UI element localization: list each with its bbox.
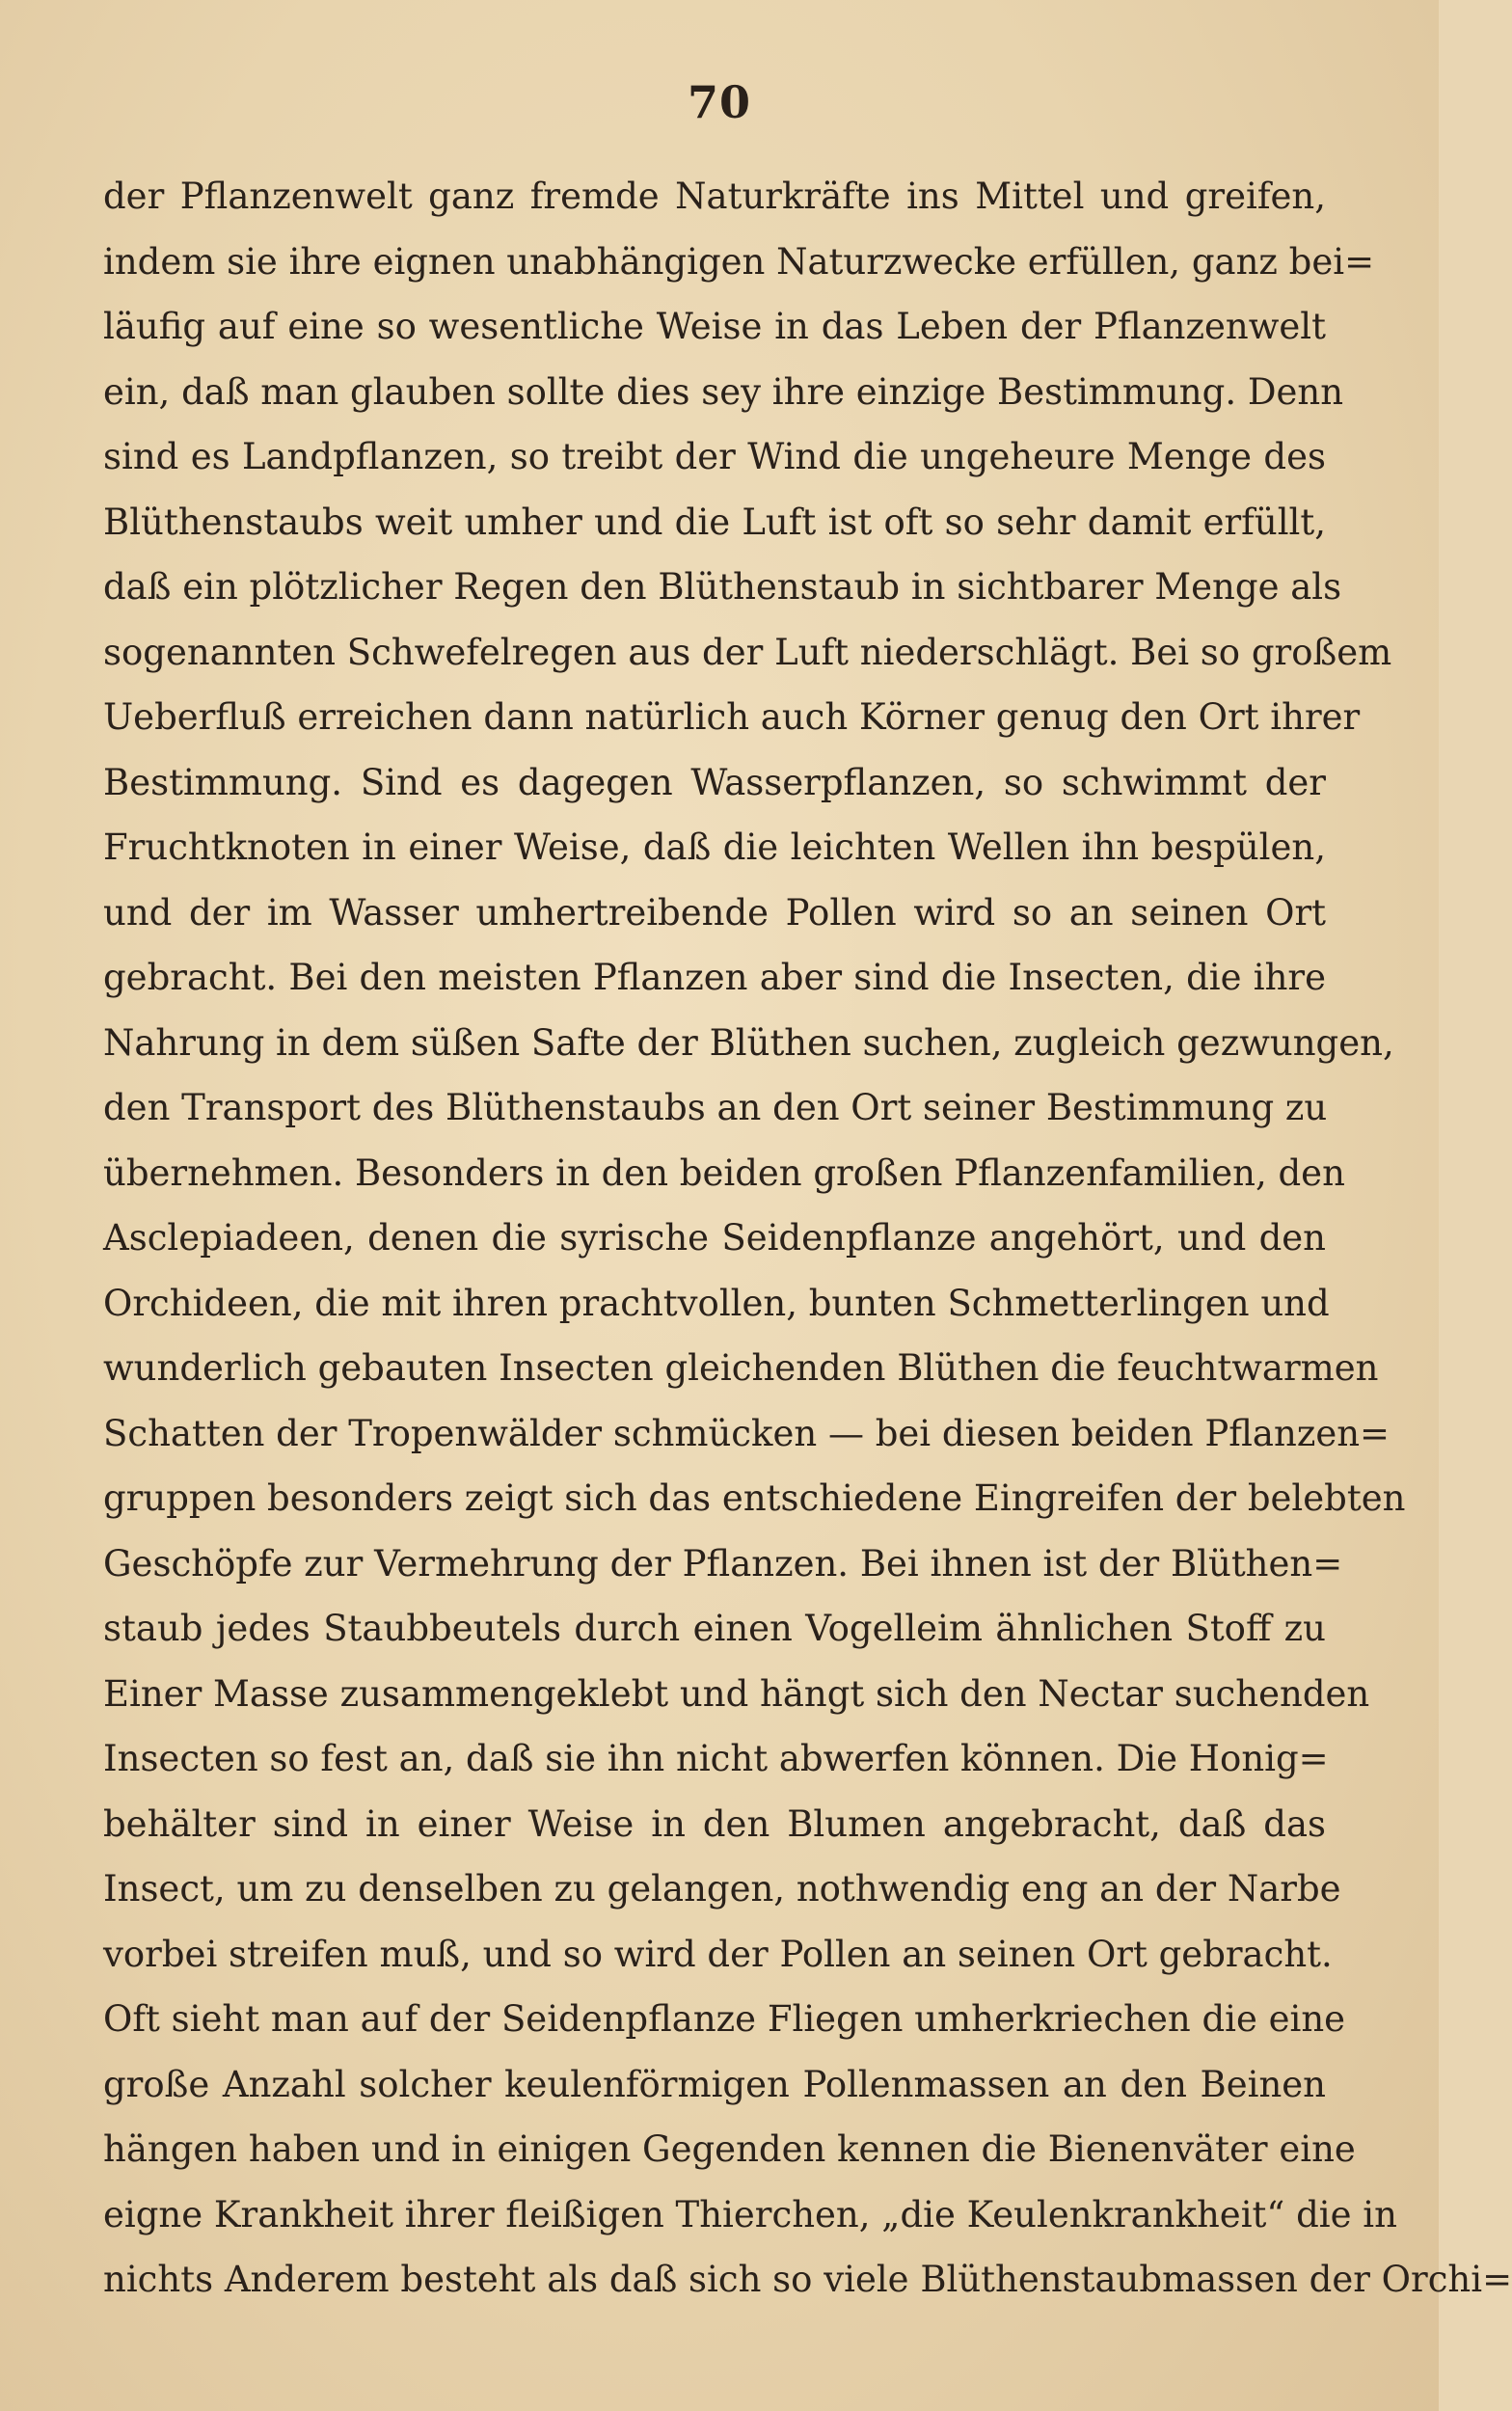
text-line: sogenannten Schwefelregen aus der Luft niederschlägt. Bei so großem (103, 631, 1392, 673)
text-line: Asclepiadeen, denen die syrische Seidenpflanze angehört, und den (103, 1217, 1326, 1259)
text-line: Nahrung in dem süßen Safte der Blüthen suchen, zugleich gezwungen, (103, 1021, 1394, 1064)
text-line: den Transport des Blüthenstaubs an den Ort seiner Bestimmung zu (103, 1087, 1328, 1128)
text-line: eigne Krankheit ihrer fleißigen Thierchen, „die Keulenkrankheit“ die in (103, 2193, 1397, 2235)
text-line: gruppen besonders zeigt sich das entschiedene Eingreifen der belebten (103, 1477, 1406, 1519)
text-line: wunderlich gebauten Insecten gleichenden Blüthen die feuchtwarmen (103, 1347, 1379, 1389)
text-line: Fruchtknoten in einer Weise, daß die leichten Wellen ihn bespülen, (103, 826, 1326, 868)
text-line: Bestimmung. Sind es dagegen Wasserpflanzen, so schwimmt der (103, 761, 1326, 803)
text-line: Schatten der Tropenwälder schmücken — bei diesen beiden Pflanzen= (103, 1412, 1390, 1454)
text-line: gebracht. Bei den meisten Pflanzen aber sind die Insecten, die ihre (103, 957, 1326, 998)
text-line: der Pflanzenwelt ganz fremde Naturkräfte ins Mittel und greifen, (103, 176, 1326, 217)
text-line: große Anzahl solcher keulenförmigen Pollenmassen an den Beinen (103, 2063, 1326, 2105)
text-line: und der im Wasser umhertreibende Pollen wird so an seinen Ort (103, 891, 1326, 934)
text-line: Insect, um zu denselben zu gelangen, nothwendig eng an der Narbe (103, 1868, 1341, 1910)
text-line: Ueberfluß erreichen dann natürlich auch Körner genug den Ort ihrer (103, 696, 1361, 738)
text-line: behälter sind in einer Weise in den Blumen angebracht, daß das (103, 1802, 1326, 1845)
text-line: indem sie ihre eignen unabhängigen Naturzwecke erfüllen, ganz bei= (103, 240, 1375, 283)
text-line: hängen haben und in einigen Gegenden kennen die Bienenväter eine (103, 2128, 1356, 2170)
page-number: 70 (687, 76, 751, 128)
text-line: Blüthenstaubs weit umher und die Luft ist oft so sehr damit erfüllt, (103, 501, 1326, 543)
text-line: Orchideen, die mit ihren prachtvollen, bunten Schmetterlingen und (103, 1282, 1330, 1324)
text-line: übernehmen. Besonders in den beiden großen Pflanzenfamilien, den (103, 1151, 1345, 1194)
text-line: ein, daß man glauben sollte dies sey ihre einzige Bestimmung. Denn (103, 370, 1344, 413)
text-line: staub jedes Staubbeutels durch einen Vogelleim ähnlichen Stoff zu (103, 1608, 1326, 1649)
body-text (103, 164, 1512, 2313)
text-line: vorbei streifen muß, und so wird der Pollen an seinen Ort gebracht. (103, 1933, 1333, 1975)
text-line: Insecten so fest an, daß sie ihn nicht abwerfen können. Die Honig= (103, 1738, 1329, 1779)
text-line: nichts Anderem besteht als daß sich so viele Blüthenstaubmassen der Orchi= (103, 2259, 1512, 2300)
text-line: Oft sieht man auf der Seidenpflanze Fliegen umherkriechen die eine (103, 1998, 1346, 2040)
text-line: Geschöpfe zur Vermehrung der Pflanzen. Bei ihnen ist der Blüthen= (103, 1542, 1343, 1585)
text-line: sind es Landpflanzen, so treibt der Wind die ungeheure Menge des (103, 436, 1326, 477)
text-line: Einer Masse zusammengeklebt und hängt sich den Nectar suchenden (103, 1672, 1370, 1715)
text-line: daß ein plötzlicher Regen den Blüthenstaub in sichtbarer Menge als (103, 566, 1342, 608)
text-line: läufig auf eine so wesentliche Weise in das Leben der Pflanzenwelt (103, 306, 1326, 347)
